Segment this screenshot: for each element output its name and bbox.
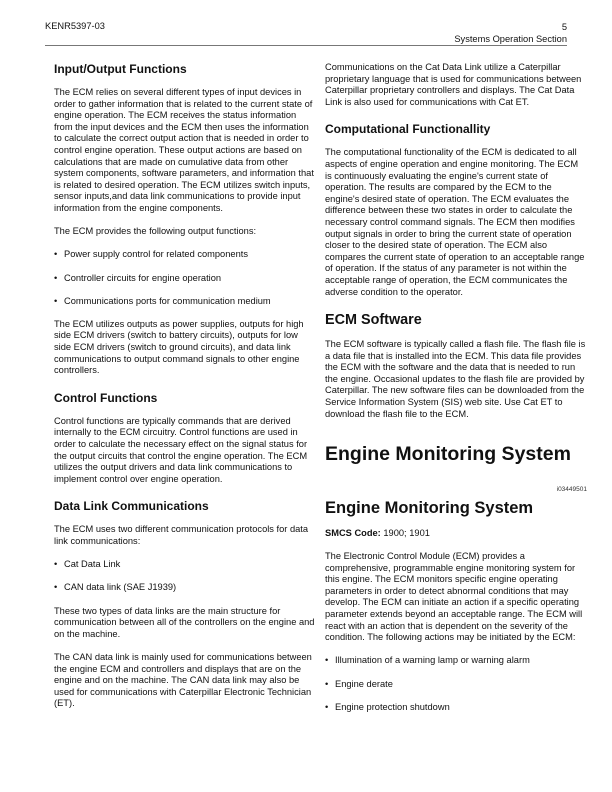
left-column <box>54 62 316 722</box>
right-column <box>325 62 587 725</box>
output-functions-list <box>54 249 316 307</box>
list-item: • Power supply control for related components <box>54 249 316 261</box>
article-title: Engine Monitoring System <box>325 498 534 517</box>
paragraph: The CAN data link is mainly used for communications between the engine ECM and controllers and displays that are on the engine and on the machine. The CAN data link may also be used for communications with Caterpillar Electronic Technician (ET). <box>54 651 312 709</box>
paragraph: Communications on the Cat Data Link utilize a Caterpillar proprietary language that is used for communications between Caterpillar proprietary controllers and displays. The Cat Data Link is also used for communications with Cat ET. <box>325 62 582 107</box>
list-item: • CAN data link (SAE J1939) <box>54 582 316 594</box>
header-divider <box>45 45 567 46</box>
paragraph: The ECM software is typically called a flash file. The flash file is a data file that is installed into the ECM. This data file provides the ECM with the software and the data that is needed to run the engine. Occasional updates to the flash file are provided by Caterpillar. The new software files can be downloaded from the Service Information System (SIS) web site. Use Cat ET to download the flash file to the ECM. <box>325 339 586 419</box>
section-title: Engine Monitoring System <box>325 443 571 466</box>
section-name: Systems Operation Section <box>454 34 567 44</box>
paragraph: The ECM utilizes outputs as power supplies, outputs for high side ECM drivers (switch to battery circuits), outputs for low side ECM drivers (switch to ground circuits), and data link communications to output command signals to other engine controllers. <box>54 318 304 376</box>
paragraph: The ECM provides the following output functions: <box>54 226 257 237</box>
paragraph: The ECM relies on several different types of input devices in order to gather information that is related to the current state of engine operation. The ECM receives the status information from the input devices and the ECM then uses the information to calculate the correct output action that is needed in order to control engine operation. These output actions are based on calculations that are made on cumulative data from other system components, software parameters, and information that is related to desired operation. The ECM utilizes switch inputs, sensor inputs,and data link communications to provide input information from the engine components. <box>54 87 314 213</box>
page-number: 5 <box>561 22 567 32</box>
document-id: i03449501 <box>556 486 587 494</box>
smcs-label: SMCS Code: <box>325 527 381 538</box>
list-item: • Engine protection shutdown <box>325 702 587 714</box>
list-item: • Controller circuits for engine operation <box>54 273 316 285</box>
smcs-value: 1900; 1901 <box>380 527 430 538</box>
list-item: • Cat Data Link <box>54 559 316 571</box>
page-header-right <box>454 21 567 45</box>
heading-computational: Computational Functionallity <box>325 122 491 137</box>
ecm-actions-list <box>325 655 587 713</box>
paragraph: The ECM uses two different communication protocols for data link communications: <box>54 524 309 546</box>
paragraph: These two types of data links are the main structure for communication between all of the controllers on the engine and on the machine. <box>54 605 315 639</box>
list-item: • Illumination of a warning lamp or warning alarm <box>325 655 587 667</box>
heading-input-output: Input/Output Functions <box>54 62 187 76</box>
data-link-list <box>54 559 316 594</box>
heading-ecm-software: ECM Software <box>325 312 422 329</box>
list-item: • Engine derate <box>325 679 587 691</box>
heading-control-functions: Control Functions <box>54 390 158 405</box>
document-number: KENR5397-03 <box>45 21 105 31</box>
paragraph: Control functions are typically commands that are derived internally to the ECM circuitry. Control functions are used in order to calculate the necessary effect on the signal status for the output circuits that control the engine operation. The ECM utilizes the output drivers and data link communications to implement control over engine operation. <box>54 415 308 484</box>
paragraph: The Electronic Control Module (ECM) provides a comprehensive, programmable engine monitoring system for this engine. The ECM monitors specific engine operating parameters in order to detect abnormal conditions that may develop. The ECM can initiate an action if a specific operating parameter extends beyond an acceptable range. The ECM will react with an action that is dependent on the severity of the condition. The following actions may be initiated by the ECM: <box>325 551 583 643</box>
list-item: • Communications ports for communication medium <box>54 296 316 308</box>
smcs-code <box>325 528 587 540</box>
heading-data-link: Data Link Communications <box>54 499 209 514</box>
paragraph: The computational functionality of the ECM is dedicated to all aspects of engine operation and engine monitoring. The ECM is continuously evaluating the engine's current state of operation. The results are compared by the ECM to the engine's desired state of operation. The ECM evaluates the difference between these two states in order to calculate the necessary control command signals. The ECM then modifies output signals in order to bring the current state of operation closer to the desired state of operation. The ECM also compares the current state of operation to an acceptable range of operation. If the status of any parameter is not within the acceptable range of operation, the ECM communicates the adverse condition to the operator. <box>325 147 585 297</box>
